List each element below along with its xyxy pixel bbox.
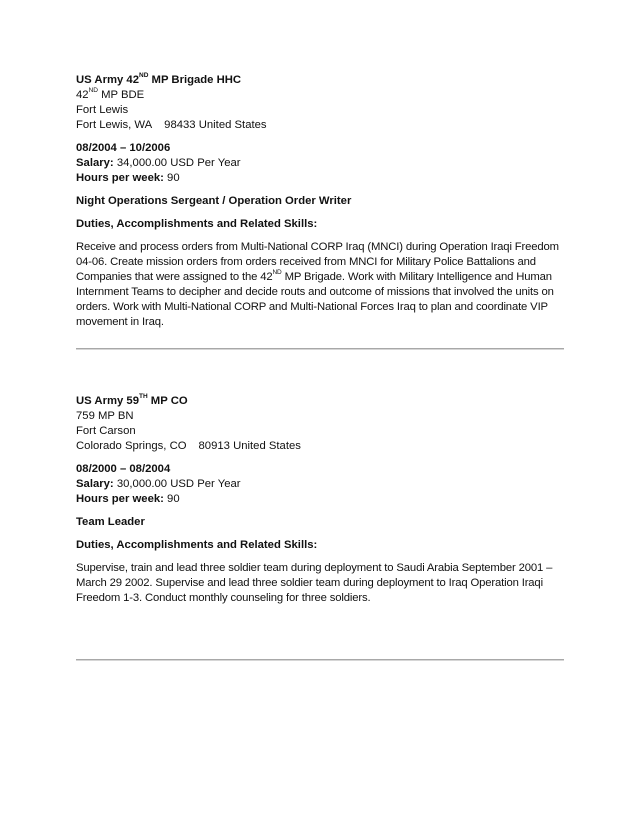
duties-heading: Duties, Accomplishments and Related Skills: [76,218,318,230]
salary: Salary: 34,000.00 USD Per Year [76,157,241,169]
unit-name: 42ND MP BDE [76,87,145,101]
hours-per-week: Hours per week: 90 [76,493,180,505]
job-entry [76,394,564,606]
duties-text: Receive and process orders from Multi-National CORP Iraq (MNCI) during Operation Iraqi Freedom 04-06. Create mission orders from orders received from MNCI for Military Police Battalions and Companies that were assigned to the 42ND MP Brigade. Work with Military Intelligence and Human Internment Teams to decipher and decide routs and outcome of missions that involved the units on orders. Work with Multi-National CORP and Multi-National Forces Iraq to plan and coordinate VIP movement in Iraq. [76,241,559,328]
section-divider [76,348,564,350]
location-address: Colorado Springs, CO 80913 United States [76,440,301,452]
location-base: Fort Carson [76,425,136,437]
employment-dates: 08/2004 – 10/2006 [76,142,171,154]
job-title: Team Leader [76,516,145,528]
job-entry [76,73,564,330]
unit-name: 759 MP BN [76,410,134,422]
location-address: Fort Lewis, WA 98433 United States [76,119,267,131]
duties-heading: Duties, Accomplishments and Related Skills: [76,539,318,551]
employment-dates: 08/2000 – 08/2004 [76,463,171,475]
job-title: Night Operations Sergeant / Operation Order Writer [76,195,352,207]
hours-per-week: Hours per week: 90 [76,172,180,184]
section-divider [76,659,564,661]
location-base: Fort Lewis [76,104,129,116]
salary: Salary: 30,000.00 USD Per Year [76,478,241,490]
employer-name: US Army 59TH MP CO [76,393,188,407]
duties-text: Supervise, train and lead three soldier team during deployment to Saudi Arabia September 2001 – March 29 2002. Supervise and lead three soldier team during deployment to Iraq Operation Iraqi Freedom 1-3. Conduct monthly counseling for three soldiers. [76,562,553,604]
employer-name: US Army 42ND MP Brigade HHC [76,72,242,86]
